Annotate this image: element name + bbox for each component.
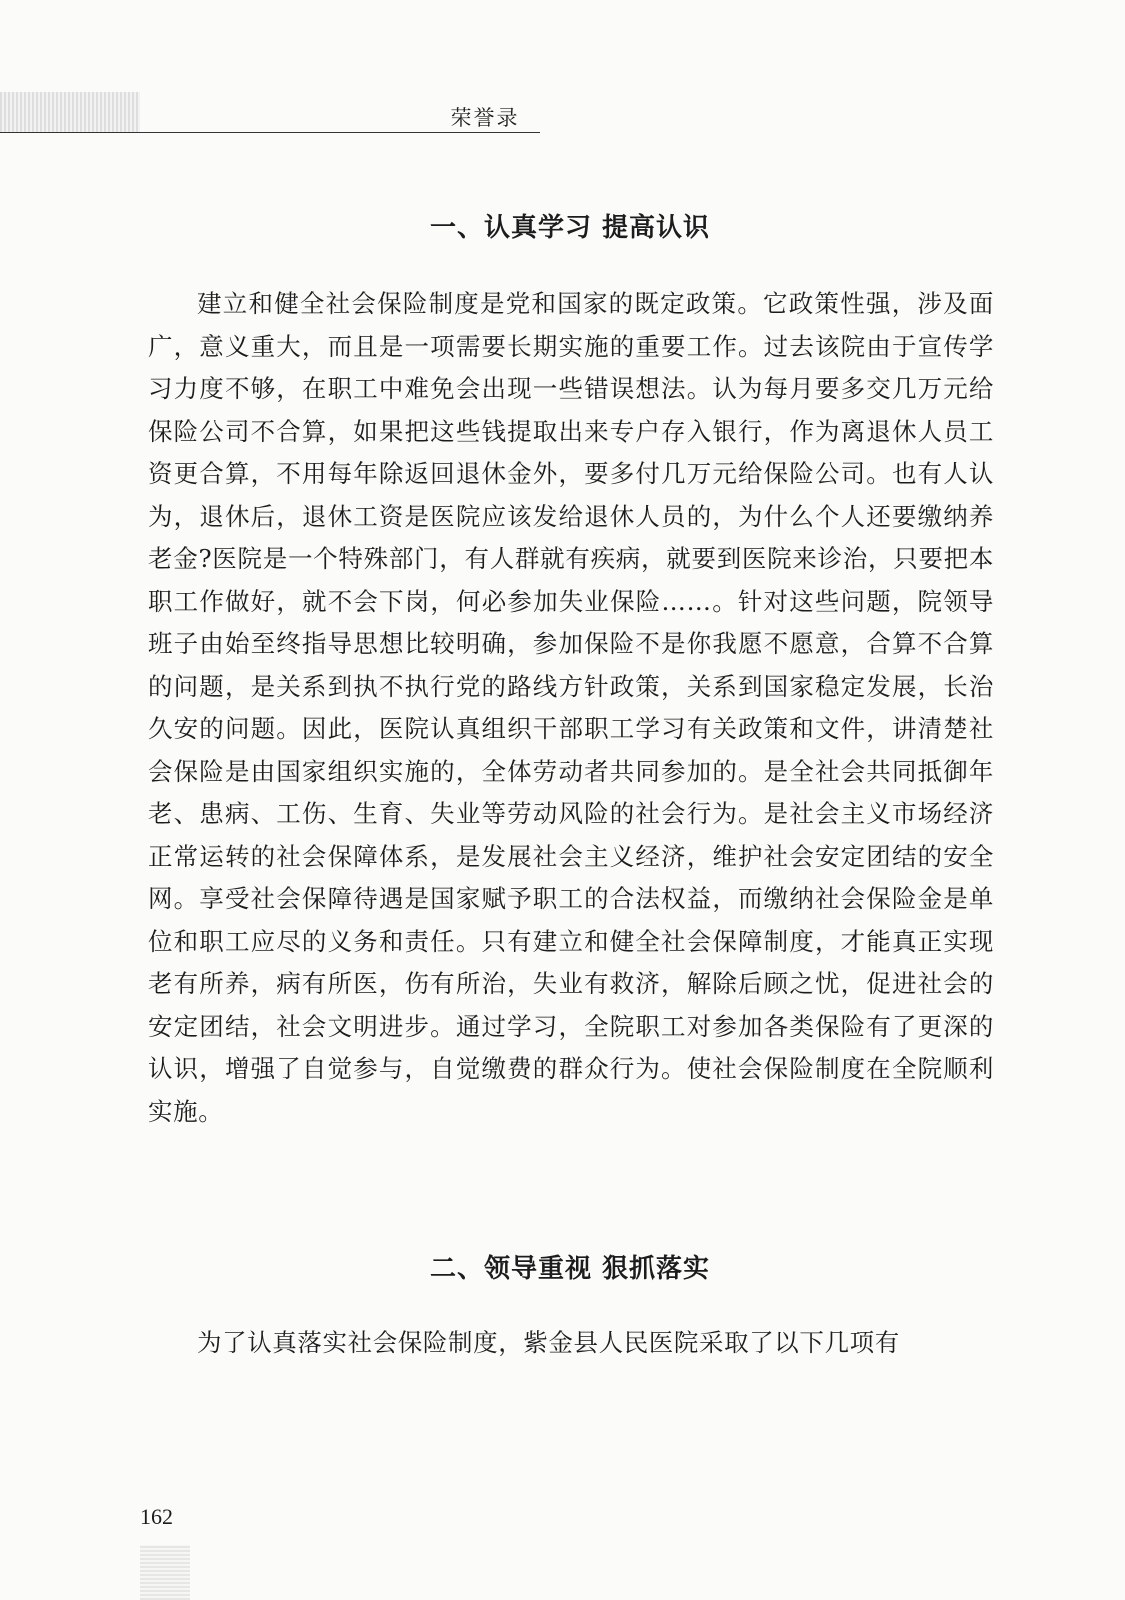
header-rule <box>0 132 540 133</box>
section-heading: 二、领导重视 狠抓落实 <box>429 1254 711 1284</box>
section-heading: 一、认真学习 提高认识 <box>429 213 711 243</box>
body-paragraph: 建立和健全社会保险制度是党和国家的既定政策。它政策性强，涉及面广，意义重大，而且是一项需要长期实施的重要工作。过去该院由于宣传学习力度不够，在职工中难免会出现一些错误想法。认为每月要多交几万元给保险公司不合算，如果把这些钱提取出来专户存入银行，作为离退休人员工资更合算，不用每年除返回退休金外，要多付几万元给保险公司。也有人认为，退休后，退休工资是医院应该发给退休人员的，为什么个人还要缴纳养老金?医院是一个特殊部门，有人群就有疾病，就要到医院来诊治，只要把本职工作做好，就不会下岗，何必参加失业保险……。针对这些问题，院领导班子由始至终指导思想比较明确，参加保险不是你我愿不愿意，合算不合算的问题，是关系到执不执行党的路线方针政策，关系到国家稳定发展，长治久安的问题。因此，医院认真组织干部职工学习有关政策和文件，讲清楚社会保险是由国家组织实施的，全体劳动者共同参加的。是全社会共同抵御年老、患病、工伤、生育、失业等劳动风险的社会行为。是社会主义市场经济正常运转的社会保障体系，是发展社会主义经济，维护社会安定团结的安全网。享受社会保障待遇是国家赋予职工的合法权益，而缴纳社会保险金是单位和职工应尽的义务和责任。只有建立和健全社会保障制度，才能真正实现老有所养，病有所医，伤有所治，失业有救济，解除后顾之忧，促进社会的安定团结，社会文明进步。通过学习，全院职工对参加各类保险有了更深的认识，增强了自觉参与，自觉缴费的群众行为。使社会保险制度在全院顺利实施。 <box>148 289 994 1126</box>
page-number: 162 <box>140 1504 173 1529</box>
scan-artifact <box>140 1545 190 1600</box>
running-head: 荣誉录 <box>450 106 520 130</box>
scan-artifact <box>0 92 140 132</box>
body-paragraph: 为了认真落实社会保险制度，紫金县人民医院采取了以下几项有 <box>197 1328 900 1357</box>
